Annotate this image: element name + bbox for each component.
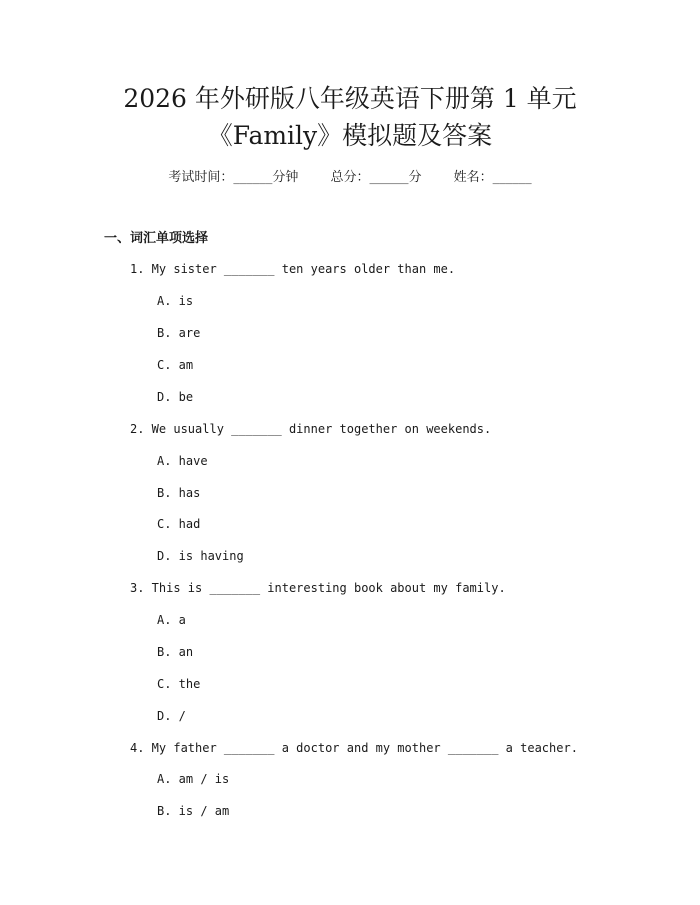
section-title: 一、词汇单项选择 — [104, 231, 209, 246]
question-3: 3. This is _______ interesting book about my family. — [130, 581, 506, 595]
question-2-option-c: C. had — [157, 517, 201, 531]
question-2-option-a: A. have — [157, 454, 208, 468]
question-1-option-c: C. am — [157, 358, 194, 372]
question-3-option-a: A. a — [157, 613, 186, 627]
question-2: 2. We usually _______ dinner together on weekends. — [130, 422, 492, 436]
question-1-option-a: A. is — [157, 294, 194, 308]
question-4-option-b: B. is / am — [157, 804, 230, 818]
question-1-option-d: D. be — [157, 390, 194, 404]
document-title-line2: 《Family》模拟题及答案 — [207, 121, 493, 150]
question-3-option-d: D. / — [157, 709, 186, 723]
question-3-option-b: B. an — [157, 645, 194, 659]
document-title-line1: 2026 年外研版八年级英语下册第 1 单元 — [123, 84, 577, 113]
exam-name-field: 姓名：______ — [453, 170, 532, 185]
question-4-option-a: A. am / is — [157, 772, 230, 786]
exam-score-field: 总分：______分 — [330, 170, 422, 185]
question-4: 4. My father _______ a doctor and my mother _______ a teacher. — [130, 741, 578, 755]
question-1: 1. My sister _______ ten years older than me. — [130, 262, 456, 276]
question-2-option-d: D. is having — [157, 549, 244, 563]
exam-time-field: 考试时间：______分钟 — [168, 170, 299, 185]
question-3-option-c: C. the — [157, 677, 201, 691]
question-2-option-b: B. has — [157, 486, 201, 500]
question-1-option-b: B. are — [157, 326, 201, 340]
exam-meta — [0, 169, 700, 187]
